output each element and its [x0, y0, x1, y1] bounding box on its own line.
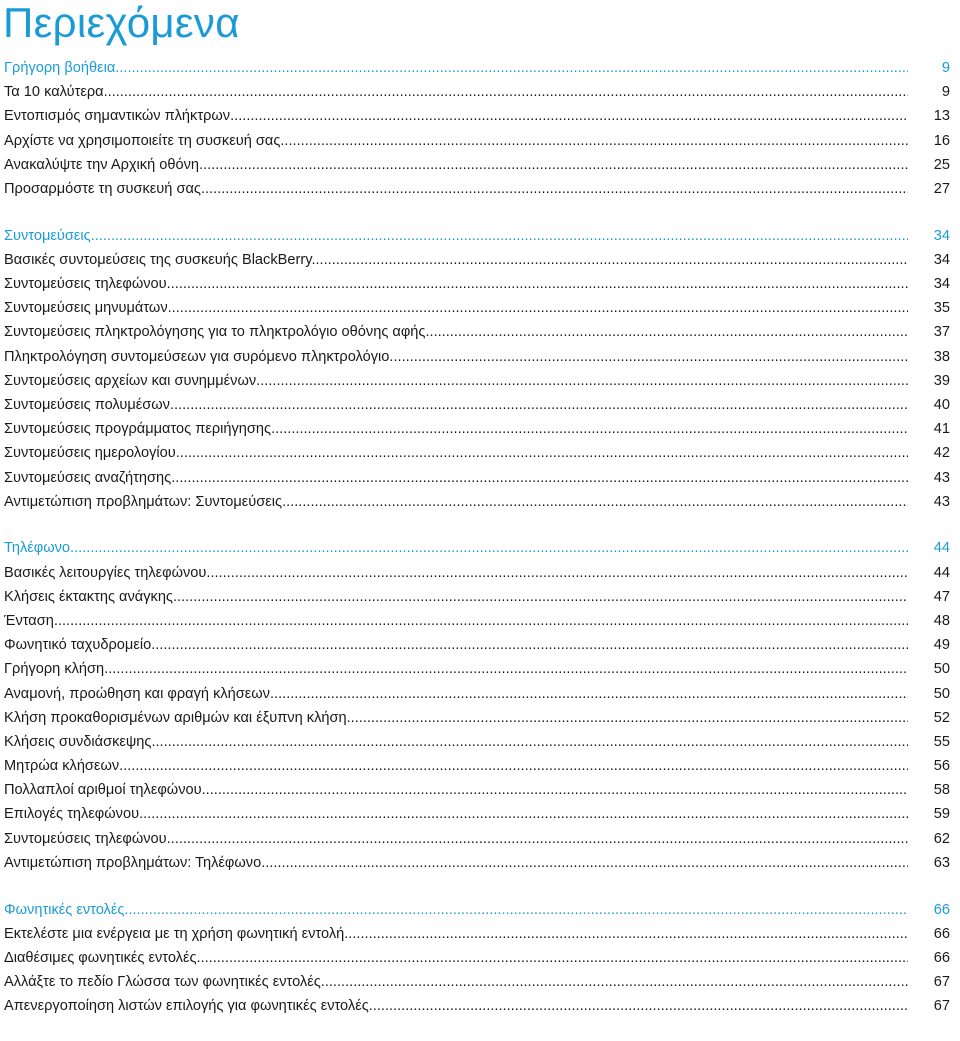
toc-heading[interactable]: [4, 224, 954, 248]
toc-entry[interactable]: [4, 994, 954, 1018]
toc-entry-label: Τα 10 καλύτερα .....: [4, 80, 908, 104]
toc-page-number: 62: [933, 830, 950, 847]
table-of-contents: [4, 56, 954, 1041]
toc-entry-label: Κλήσεις έκτακτης ανάγκης .....: [4, 585, 908, 609]
toc-entry-label: Αντιμετώπιση προβλημάτων: Τηλέφωνο .....: [4, 851, 908, 875]
toc-page-number: 67: [933, 998, 950, 1015]
toc-section-phone: [4, 536, 954, 875]
toc-page-number: 16: [933, 132, 950, 149]
toc-page-number: 35: [933, 300, 950, 317]
toc-entry-label: Γρήγορη βοήθεια .....: [4, 56, 908, 80]
toc-page-number: 41: [933, 421, 950, 438]
toc-entry-label: Τηλέφωνο .....: [4, 536, 908, 560]
toc-entry[interactable]: [4, 851, 954, 875]
toc-page-number: 50: [933, 685, 950, 702]
toc-entry[interactable]: [4, 778, 954, 802]
toc-entry[interactable]: [4, 706, 954, 730]
toc-entry-label: Κλήση προκαθορισμένων αριθμών και έξυπνη κλήση .....: [4, 706, 908, 730]
toc-section-shortcuts: [4, 224, 954, 514]
toc-entry-label: Προσαρμόστε τη συσκευή σας .....: [4, 177, 908, 201]
toc-entry-label: Βασικές συντομεύσεις της συσκευής BlackBerry .....: [4, 248, 908, 272]
toc-page-number: 40: [933, 396, 950, 413]
toc-entry-label: Βασικές λειτουργίες τηλεφώνου .....: [4, 561, 908, 585]
toc-entry-label: Συντομεύσεις πληκτρολόγησης για το πληκτρολόγιο οθόνης αφής .....: [4, 320, 908, 344]
toc-entry[interactable]: [4, 177, 954, 201]
toc-section-voice-commands: [4, 898, 954, 1019]
toc-page-number: 34: [933, 227, 950, 244]
toc-page-number: 34: [933, 276, 950, 292]
toc-page-number: 58: [933, 782, 950, 799]
toc-entry-label: Συντομεύσεις πολυμέσων .....: [4, 393, 908, 417]
toc-page-number: 50: [933, 661, 950, 678]
toc-page-number: 49: [933, 637, 950, 654]
toc-entry-label: Συντομεύσεις τηλεφώνου .....: [4, 272, 908, 296]
toc-heading[interactable]: [4, 536, 954, 560]
toc-entry[interactable]: [4, 345, 954, 369]
toc-entry-label: Συντομεύσεις .....: [4, 224, 908, 248]
toc-entry[interactable]: [4, 682, 954, 706]
toc-entry[interactable]: [4, 633, 954, 657]
toc-entry[interactable]: [4, 393, 954, 417]
toc-page-number: 55: [933, 733, 950, 750]
toc-page-number: 25: [933, 156, 950, 173]
toc-entry[interactable]: [4, 153, 954, 177]
toc-page-number: 42: [933, 445, 950, 462]
toc-entry[interactable]: [4, 80, 954, 104]
toc-entry[interactable]: [4, 441, 954, 465]
toc-entry[interactable]: [4, 296, 954, 320]
toc-entry[interactable]: [4, 248, 954, 272]
toc-page-number: 39: [933, 372, 950, 389]
toc-entry[interactable]: [4, 609, 954, 633]
toc-entry[interactable]: [4, 754, 954, 778]
toc-page-number: 66: [933, 949, 950, 966]
toc-entry[interactable]: [4, 561, 954, 585]
toc-entry[interactable]: [4, 802, 954, 826]
toc-page-number: 38: [933, 348, 950, 365]
toc-page-number: 34: [933, 251, 950, 268]
toc-entry[interactable]: [4, 657, 954, 681]
toc-page-number: 44: [933, 564, 950, 581]
toc-page-number: 9: [941, 60, 950, 76]
toc-entry-label: Κλήσεις συνδιάσκεψης .....: [4, 730, 908, 754]
toc-page-number: 67: [933, 974, 950, 991]
toc-page-number: 9: [941, 84, 950, 101]
toc-entry-label: Συντομεύσεις αρχείων και συνημμένων .....: [4, 369, 908, 393]
toc-entry-label: Αλλάξτε το πεδίο Γλώσσα των φωνητικές εντολές .....: [4, 970, 908, 994]
toc-entry[interactable]: [4, 730, 954, 754]
toc-page-number: 47: [933, 588, 950, 605]
toc-entry-label: Εντοπισμός σημαντικών πλήκτρων .....: [4, 104, 908, 128]
toc-page-number: 13: [933, 108, 950, 125]
toc-entry[interactable]: [4, 369, 954, 393]
toc-entry-label: Συντομεύσεις μηνυμάτων .....: [4, 296, 908, 320]
toc-entry-label: Συντομεύσεις αναζήτησης .....: [4, 466, 908, 490]
toc-entry-label: Αντιμετώπιση προβλημάτων: Συντομεύσεις .....: [4, 490, 908, 514]
toc-entry-label: Εκτελέστε μια ενέργεια με τη χρήση φωνητική εντολή .....: [4, 922, 908, 946]
toc-page-number: 27: [933, 180, 950, 197]
toc-entry[interactable]: [4, 922, 954, 946]
toc-page-number: 63: [933, 854, 950, 871]
toc-entry-label: Ανακαλύψτε την Αρχική οθόνη .....: [4, 153, 908, 177]
toc-entry-label: Συντομεύσεις προγράμματος περιήγησης .....: [4, 417, 908, 441]
toc-entry[interactable]: [4, 827, 954, 851]
toc-entry[interactable]: [4, 585, 954, 609]
toc-entry[interactable]: [4, 320, 954, 344]
toc-entry-label: Γρήγορη κλήση .....: [4, 657, 908, 681]
toc-page-number: 59: [933, 806, 950, 823]
toc-entry-label: Πληκτρολόγηση συντομεύσεων για συρόμενο πληκτρολόγιο .....: [4, 345, 908, 369]
toc-entry-label: Μητρώα κλήσεων .....: [4, 754, 908, 778]
toc-page-number: 44: [933, 540, 950, 557]
toc-entry-label: Συντομεύσεις τηλεφώνου .....: [4, 827, 908, 851]
toc-page-number: 66: [933, 925, 950, 942]
toc-page-number: 52: [933, 709, 950, 726]
toc-heading[interactable]: [4, 898, 954, 922]
toc-heading[interactable]: [4, 56, 954, 80]
toc-page-number: 56: [933, 758, 950, 775]
toc-page-number: 37: [933, 324, 950, 341]
toc-entry[interactable]: [4, 129, 954, 153]
toc-entry-label: Απενεργοποίηση λιστών επιλογής για φωνητικές εντολές .....: [4, 994, 908, 1018]
toc-page-number: 48: [933, 612, 950, 629]
toc-entry-label: Αναμονή, προώθηση και φραγή κλήσεων .....: [4, 682, 908, 706]
toc-page-number: 43: [933, 469, 950, 486]
toc-entry-label: Συντομεύσεις ημερολογίου .....: [4, 441, 908, 465]
toc-entry[interactable]: [4, 946, 954, 970]
toc-entry[interactable]: [4, 104, 954, 128]
toc-entry[interactable]: [4, 490, 954, 514]
toc-entry[interactable]: [4, 466, 954, 490]
toc-entry-label: Διαθέσιμες φωνητικές εντολές .....: [4, 946, 908, 970]
toc-entry-label: Αρχίστε να χρησιμοποιείτε τη συσκευή σας .....: [4, 129, 908, 153]
toc-page-number: 43: [933, 493, 950, 510]
toc-entry-label: Επιλογές τηλεφώνου .....: [4, 802, 908, 826]
toc-entry-label: Ένταση .....: [4, 609, 908, 633]
toc-page-number: 66: [933, 901, 950, 918]
toc-section-quick-help: [4, 56, 954, 201]
toc-entry[interactable]: [4, 417, 954, 441]
toc-entry-label: Φωνητικές εντολές .....: [4, 898, 908, 922]
toc-entry-label: Φωνητικό ταχυδρομείο .....: [4, 633, 908, 657]
toc-entry[interactable]: [4, 272, 954, 296]
toc-entry-label: Πολλαπλοί αριθμοί τηλεφώνου .....: [4, 778, 908, 802]
toc-entry[interactable]: [4, 970, 954, 994]
page-title: Περιεχόμενα: [3, 0, 240, 46]
